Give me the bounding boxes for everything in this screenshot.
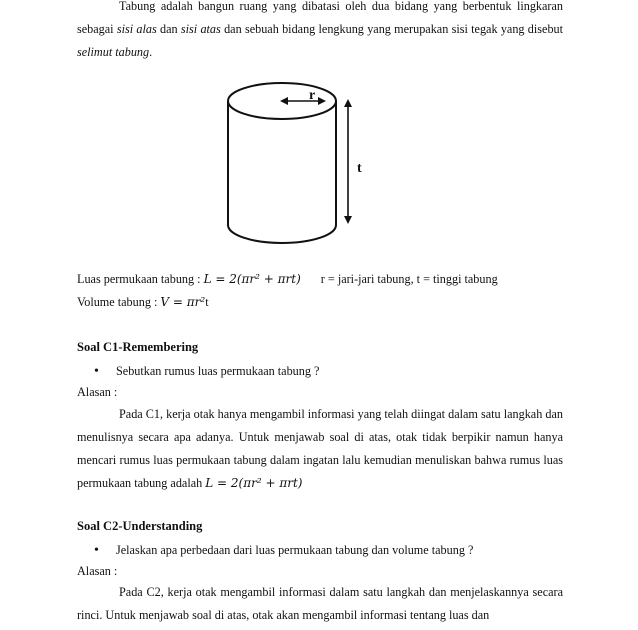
- volume-label: Volume tabung :: [77, 295, 161, 309]
- height-label: t: [357, 161, 362, 176]
- reason-label-c2: Alasan :: [77, 564, 118, 578]
- surface-area-label: Luas permukaan tabung :: [77, 272, 204, 286]
- volume-formula-line: [77, 295, 209, 310]
- cylinder-diagram: [220, 82, 380, 252]
- question-c2: [97, 543, 473, 558]
- intro-paragraph: [77, 0, 563, 64]
- section-heading-c2: Soal C2-Understanding: [77, 519, 203, 533]
- explanation-c1-text: Pada C1, kerja otak hanya mengambil informasi yang telah diingat dalam satu langkah dan menulisnya secara apa adanya. Untuk menjawab soal di atas, otak tidak berpikir namun hanya mencari rumus luas permukaan tabung dalam ingatan lalu kemudian menuliskan bahwa rumus luas permukaan tabung adalah: [77, 407, 563, 490]
- question-c1: [97, 364, 319, 379]
- question-c1-text: Sebutkan rumus luas permukaan tabung ?: [116, 364, 320, 378]
- variables-note: r = jari-jari tabung, t = tinggi tabung: [320, 272, 498, 286]
- term-sisi-alas: sisi alas: [116, 22, 157, 36]
- question-c2-text: Jelaskan apa perbedaan dari luas permukaan tabung dan volume tabung ?: [116, 543, 474, 557]
- surface-area-formula: L = 2(πr² + πrt): [203, 272, 301, 286]
- volume-formula: V = πr²: [160, 295, 206, 309]
- reason-label-c1: Alasan :: [77, 385, 118, 399]
- explanation-c2: [77, 581, 563, 627]
- explanation-c1-formula: L = 2(πr² + πrt): [205, 476, 303, 490]
- volume-formula-suffix: t: [205, 295, 209, 309]
- radius-label: r: [309, 88, 316, 103]
- intro-text-2: dan: [156, 22, 181, 36]
- explanation-c2-text: Pada C2, kerja otak mengambil informasi dalam satu langkah dan menjelaskannya secara rinci. Untuk menjawab soal di atas, otak akan mengambil informasi tentang luas dan: [77, 585, 563, 622]
- explanation-c1: [77, 403, 563, 495]
- term-selimut-tabung: selimut tabung: [77, 45, 150, 59]
- surface-area-formula-line: [77, 272, 498, 287]
- intro-text-3: dan sebuah bidang lengkung yang merupakan sisi tegak yang disebut: [220, 22, 564, 36]
- cylinder-bottom-arc: [228, 225, 336, 243]
- term-sisi-atas: sisi atas: [180, 22, 221, 36]
- intro-text-1: Tabung adalah bangun ruang yang dibatasi oleh dua bidang yang berbentuk lingkaran sebagai: [77, 0, 563, 36]
- intro-text-end: .: [149, 45, 153, 59]
- section-heading-c1: Soal C1-Remembering: [77, 340, 199, 354]
